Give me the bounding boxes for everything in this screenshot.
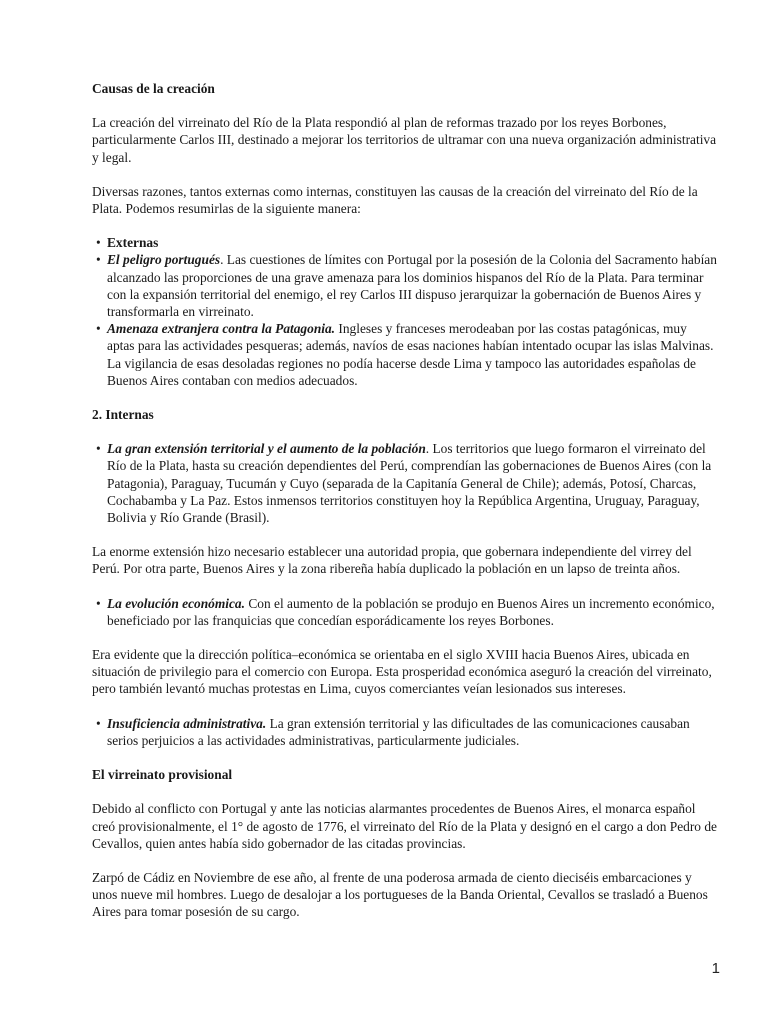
item-lead: Amenaza extranjera contra la Patagonia.: [107, 321, 336, 337]
paragraph-razones: Diversas razones, tantos externas como internas, constituyen las causas de la creación del virreinato del Río de la Plata. Podemos resumirlas de la siguiente manera:: [92, 183, 698, 217]
list-item: [92, 440, 717, 526]
list-item: [92, 234, 717, 251]
item-text: . Las cuestiones de límites con Portugal por la posesión de la Colonia del Sacramento habían alcanzado las proporciones de una grave amenaza para los dominios hispanos del Río de la Plata. Para terminar con la expansión territorial del enemigo, el rey Carlos III dispuso jerarquizar la gobernación de Buenos Aires y transformarla en virreinato.: [107, 252, 717, 320]
paragraph-conflicto: Debido al conflicto con Portugal y ante las noticias alarmantes procedentes de Buenos Aires, el monarca español creó provisionalmente, el 1° de agosto de 1776, el virreinato del Río de la Plata y designó en el cargo a don Pedro de Cevallos, quien antes había sido gobernador de las citadas provincias.: [92, 801, 717, 851]
list-item: [92, 715, 717, 749]
internas-list-2: [92, 595, 717, 629]
externas-label: Externas: [107, 235, 159, 251]
item-lead: El peligro portugués: [107, 252, 221, 268]
item-lead: La evolución económica.: [107, 595, 245, 611]
item-text: La gran extensión territorial y las dificultades de las comunicaciones causaban serios perjuicios a las actividades administrativas, particularmente judiciales.: [107, 715, 690, 748]
list-item: [92, 251, 717, 320]
item-lead: Insuficiencia administrativa.: [107, 715, 267, 731]
section-heading-internas: 2. Internas: [92, 407, 154, 423]
section-heading-causas: Causas de la creación: [92, 81, 215, 96]
paragraph-zarpo: Zarpó de Cádiz en Noviembre de ese año, al frente de una poderosa armada de ciento dieciséis embarcaciones y unos nueve mil hombres. Luego de desalojar a los portugueses de la Banda Oriental, Cevallos se trasladó a Buenos Aires para tomar posesión de su cargo.: [92, 869, 708, 920]
list-item: [92, 320, 717, 389]
page-number: 1: [711, 960, 720, 977]
bullet-icon: •: [96, 441, 101, 457]
bullet-icon: •: [96, 252, 101, 268]
bullet-icon: •: [96, 595, 101, 611]
internas-list-3: [92, 715, 717, 749]
internas-list-1: [92, 440, 717, 526]
section-heading-provisional: El virreinato provisional: [92, 767, 233, 783]
bullet-icon: •: [96, 321, 101, 337]
document-body: [92, 80, 717, 921]
externas-list: [92, 234, 717, 389]
paragraph-intro: La creación del virreinato del Río de la Plata respondió al plan de reformas trazado por los reyes Borbones, particularmente Carlos III, destinado a mejorar los territorios de ultramar con una nueva organización administrativa y legal.: [92, 115, 717, 165]
list-item: [92, 595, 717, 629]
item-text: Con el aumento de la población se produjo en Buenos Aires un incremento económico, beneficiado por las franquicias que concedían esporádicamente los reyes Borbones.: [107, 595, 715, 628]
bullet-icon: •: [96, 235, 101, 251]
item-text: Ingleses y franceses merodeaban por las costas patagónicas, muy aptas para las actividades pesqueras; además, navíos de esas naciones habían intentado ocupar las islas Malvinas. La vigilancia de esas desoladas regiones no podía hacerse desde Lima y tampoco las autoridades españolas de Buenos Aires contaban con medios adecuados.: [107, 321, 714, 388]
item-text: . Los territorios que luego formaron el virreinato del Río de la Plata, hasta su creación dependientes del Perú, comprendían las gobernaciones de Buenos Aires (con la Patagonia), Paraguay, Tucumán y Cuyo (separada de la Capitanía General de Chile); además, Potosí, Charcas, Cochabamba y La Paz. Estos inmensos territorios constituyen hoy la República Argentina, Uruguay, Paraguay, Bolivia y Río Grande (Brasil).: [107, 441, 712, 526]
bullet-icon: •: [96, 715, 101, 731]
paragraph-extension: La enorme extensión hizo necesario establecer una autoridad propia, que gobernara independiente del virrey del Perú. Por otra parte, Buenos Aires y la zona ribereña había duplicado la población en un lapso de treinta años.: [92, 544, 692, 577]
item-lead: La gran extensión territorial y el aumento de la población: [107, 441, 426, 457]
paragraph-direccion: Era evidente que la dirección política–económica se orientaba en el siglo XVIII hacia Buenos Aires, ubicada en situación de privilegio para el comercio con Europa. Esta prosperidad económica aseguró la creación del virreinato, pero también levantó muchas protestas en Lima, cuyos comerciantes veían lesionados sus intereses.: [92, 647, 712, 697]
